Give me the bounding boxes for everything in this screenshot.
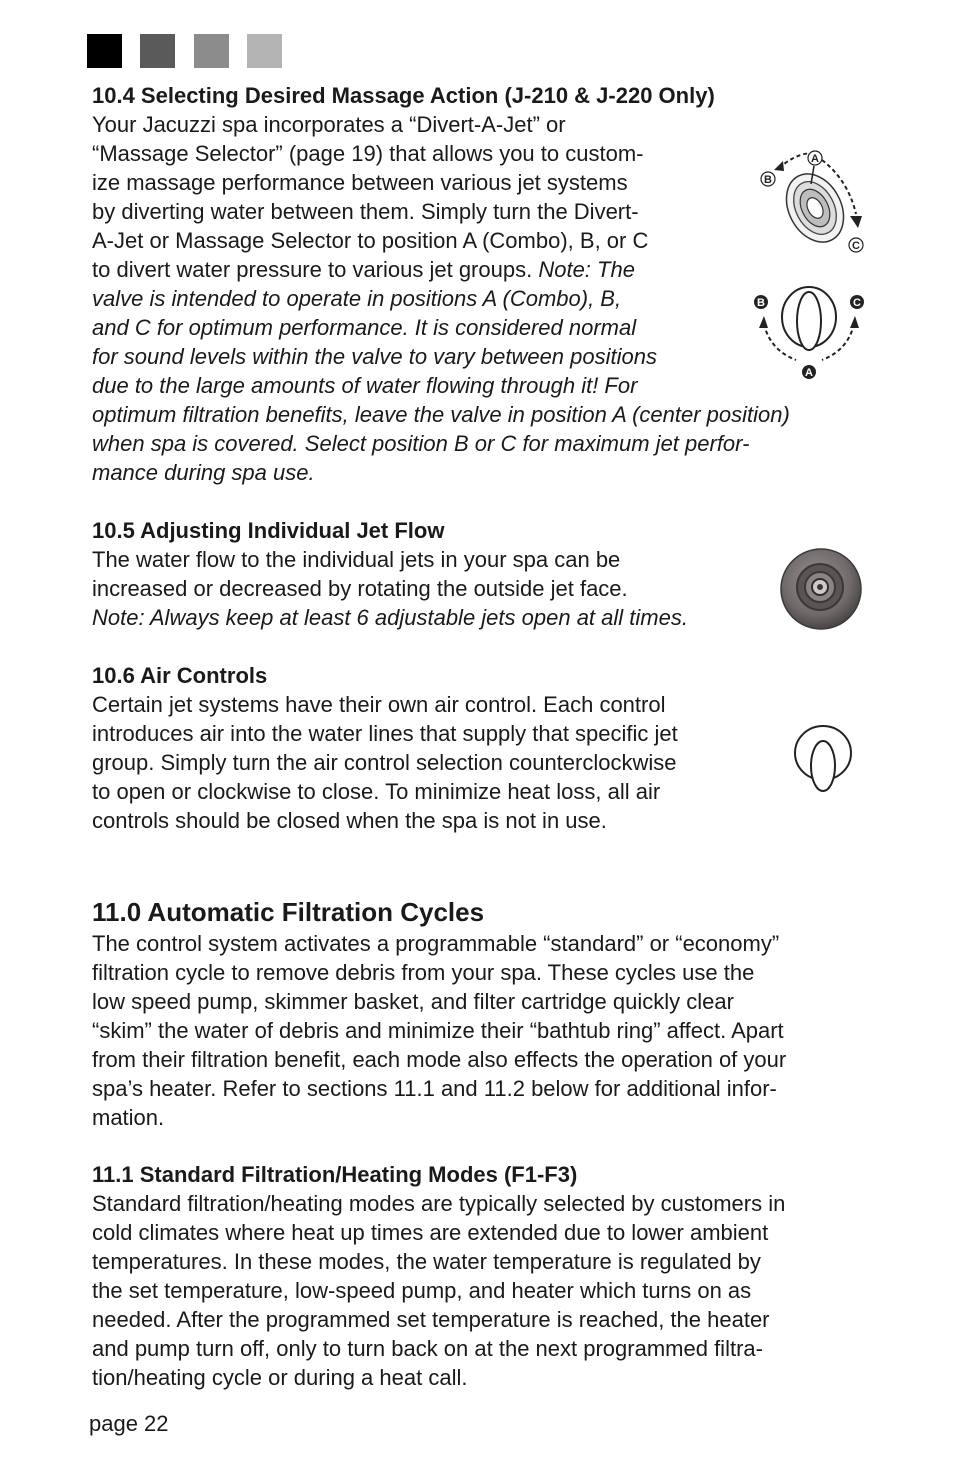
section-10-4-line — [92, 255, 635, 284]
section-10-4-note-line: valve is intended to operate in positions A (Combo), B, — [92, 286, 622, 311]
selector-label-c: C — [852, 240, 860, 252]
section-10-4-note-line: for sound levels within the valve to vary between positions — [92, 344, 657, 369]
header-block-black — [87, 34, 122, 68]
section-10-5-line: The water flow to the individual jets in your spa can be — [92, 547, 621, 572]
section-10-6-line: Certain jet systems have their own air control. Each control — [92, 692, 666, 717]
section-11-1-heading: 11.1 Standard Filtration/Heating Modes (F1-F3) — [92, 1162, 578, 1187]
section-10-4-line: A-Jet or Massage Selector to position A (Combo), B, or C — [92, 228, 649, 253]
section-10-6-line: to open or clockwise to close. To minimize heat loss, all air — [92, 779, 661, 804]
section-10-5-heading: 10.5 Adjusting Individual Jet Flow — [92, 518, 445, 543]
section-11-1-line: Standard filtration/heating modes are typically selected by customers in — [92, 1191, 786, 1216]
knob-label-a: A — [805, 367, 813, 379]
section-11-0-line: low speed pump, skimmer basket, and filter cartridge quickly clear — [92, 989, 734, 1014]
section-11-1-line: needed. After the programmed set temperature is reached, the heater — [92, 1307, 770, 1332]
section-11-0-line: mation. — [92, 1105, 165, 1130]
section-11-0-line: The control system activates a programmable “standard” or “economy” — [92, 931, 780, 956]
section-10-4-note-line: due to the large amounts of water flowing through it! For — [92, 373, 638, 398]
section-10-6-line: group. Simply turn the air control selection counterclockwise — [92, 750, 677, 775]
section-10-4-line: ize massage performance between various jet systems — [92, 170, 628, 195]
section-11-1-line: and pump turn off, only to turn back on at the next programmed filtra- — [92, 1336, 763, 1361]
section-10-5-line: increased or decreased by rotating the outside jet face. — [92, 576, 628, 601]
header-block-dark-gray — [140, 34, 175, 68]
massage-selector-knob-illustration — [750, 272, 870, 384]
section-11-0-line: filtration cycle to remove debris from your spa. These cycles use the — [92, 960, 755, 985]
section-10-4-heading: 10.4 Selecting Desired Massage Action (J-210 & J-220 Only) — [92, 83, 715, 108]
air-control-knob-illustration — [790, 722, 856, 794]
knob-label-c: C — [853, 297, 861, 309]
section-11-0-heading: 11.0 Automatic Filtration Cycles — [92, 897, 485, 927]
jet-face-illustration — [778, 545, 864, 633]
page-number: page 22 — [89, 1411, 169, 1436]
section-10-6-line: controls should be closed when the spa is not in use. — [92, 808, 607, 833]
header-block-gray — [194, 34, 229, 68]
section-10-4-note-line: mance during spa use. — [92, 460, 315, 485]
section-11-0-line: “skim” the water of debris and minimize their “bathtub ring” affect. Apart — [92, 1018, 784, 1043]
selector-label-b: B — [764, 174, 772, 186]
section-10-4-text: to divert water pressure to various jet groups. — [92, 257, 539, 282]
section-10-4-line: “Massage Selector” (page 19) that allows you to custom- — [92, 141, 644, 166]
selector-label-a: A — [811, 153, 819, 165]
section-10-4-note-line: optimum filtration benefits, leave the valve in position A (center position) — [92, 402, 790, 427]
section-10-4-note-line: when spa is covered. Select position B or C for maximum jet perfor- — [92, 431, 750, 456]
section-11-1-line: the set temperature, low-speed pump, and heater which turns on as — [92, 1278, 752, 1303]
section-10-4-note-line: and C for optimum performance. It is considered normal — [92, 315, 637, 340]
knob-label-b: B — [757, 297, 765, 309]
section-11-1-line: cold climates where heat up times are extended due to lower ambient — [92, 1220, 769, 1245]
section-10-6-line: introduces air into the water lines that supply that specific jet — [92, 721, 678, 746]
section-11-1-line: temperatures. In these modes, the water temperature is regulated by — [92, 1249, 761, 1274]
section-11-0-line: from their filtration benefit, each mode also effects the operation of your — [92, 1047, 787, 1072]
section-11-0-line: spa’s heater. Refer to sections 11.1 and 11.2 below for additional infor- — [92, 1076, 777, 1101]
section-10-4-note: Note: The — [538, 257, 635, 282]
section-10-4-line: Your Jacuzzi spa incorporates a “Divert-A-Jet” or — [92, 112, 566, 137]
header-block-light-gray — [247, 34, 282, 68]
section-10-5-note: Note: Always keep at least 6 adjustable jets open at all times. — [92, 605, 688, 630]
section-11-1-line: tion/heating cycle or during a heat call. — [92, 1365, 468, 1390]
divert-a-jet-selector-illustration — [752, 142, 872, 262]
section-10-6-heading: 10.6 Air Controls — [92, 663, 268, 688]
section-10-4-line: by diverting water between them. Simply turn the Divert- — [92, 199, 639, 224]
